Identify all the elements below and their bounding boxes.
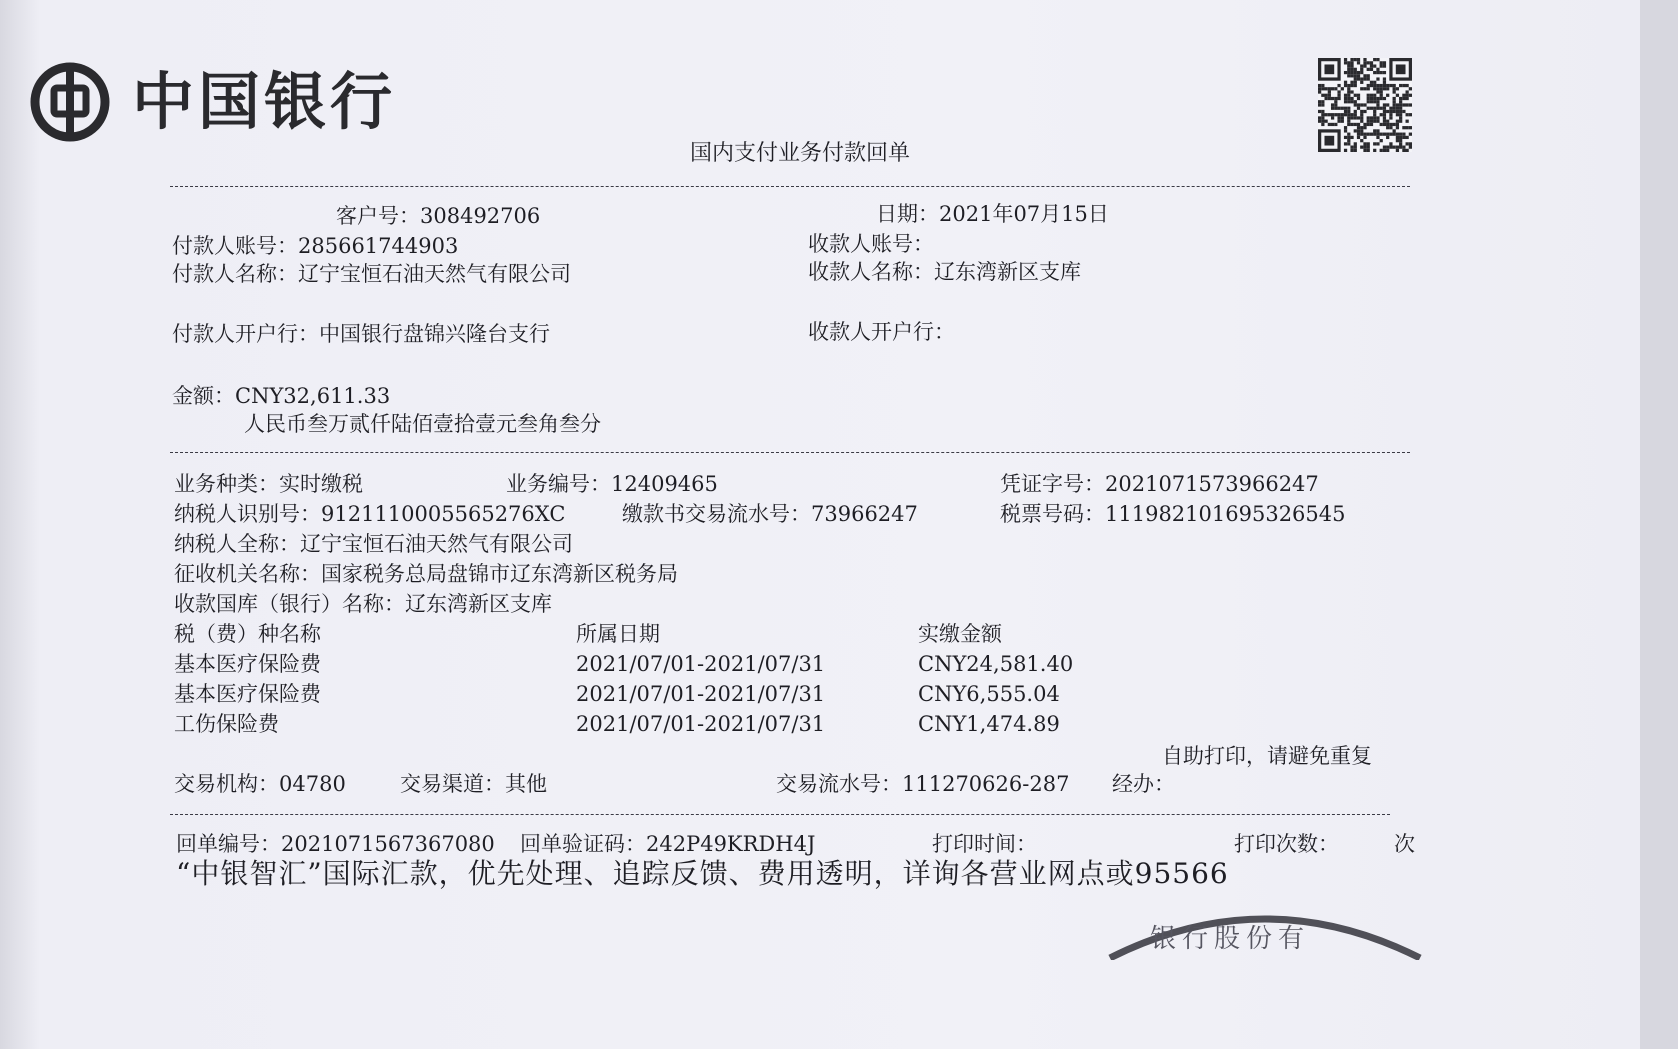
tax-row-name: 工伤保险费 — [174, 712, 279, 736]
amount-words: 人民币叁万贰仟陆佰壹拾壹元叁角叁分 — [244, 412, 601, 436]
self-print-note: 自助打印，请避免重复 — [1162, 744, 1372, 768]
transaction-org: 交易机构：04780 — [174, 772, 346, 796]
print-count-unit: 次 — [1394, 832, 1415, 856]
divider — [170, 452, 1410, 453]
tax-table-header-amount: 实缴金额 — [918, 622, 1002, 646]
receipt-title: 国内支付业务付款回单 — [690, 141, 911, 166]
divider — [170, 814, 1390, 815]
tax-row-amount: CNY24,581.40 — [918, 652, 1074, 676]
business-number: 业务编号：12409465 — [506, 472, 718, 496]
payer-bank: 付款人开户行：中国银行盘锦兴隆台支行 — [172, 322, 550, 346]
scan-edge — [1640, 0, 1678, 1049]
payment-serial: 缴款书交易流水号：73966247 — [622, 502, 918, 526]
treasury-name: 收款国库（银行）名称：辽东湾新区支库 — [174, 592, 552, 616]
print-time: 打印时间： — [932, 832, 1037, 856]
qr-code-icon — [1318, 58, 1412, 152]
handler: 经办： — [1112, 772, 1175, 796]
receipt-number: 回单编号：2021071567367080 — [176, 832, 495, 856]
tax-row-period: 2021/07/01-2021/07/31 — [576, 652, 826, 676]
tax-authority: 征收机关名称：国家税务总局盘锦市辽东湾新区税务局 — [174, 562, 678, 586]
payee-account: 收款人账号： — [808, 232, 934, 256]
transaction-channel: 交易渠道：其他 — [400, 772, 547, 796]
payee-name: 收款人名称：辽东湾新区支库 — [808, 260, 1081, 284]
tax-row-period: 2021/07/01-2021/07/31 — [576, 712, 826, 736]
boc-logo-text: 中国银行 — [132, 65, 397, 138]
tax-row-name: 基本医疗保险费 — [174, 682, 321, 706]
voucher-no: 凭证字号：2021071573966247 — [1000, 472, 1319, 496]
tax-row-name: 基本医疗保险费 — [174, 652, 321, 676]
tax-ticket-no: 税票号码：111982101695326545 — [1000, 502, 1346, 526]
divider — [170, 186, 1410, 187]
boc-logo-icon — [30, 62, 110, 142]
customer-no: 客户号：308492706 — [336, 204, 541, 228]
payer-account: 付款人账号：285661744903 — [172, 234, 459, 258]
receipt-verify-code: 回单验证码：242P49KRDH4J — [520, 832, 816, 856]
taxpayer-name: 纳税人全称：辽宁宝恒石油天然气有限公司 — [174, 532, 573, 556]
seal-text: 银行股份有 — [1150, 924, 1311, 954]
amount-numeric: 金额：CNY32,611.33 — [172, 384, 391, 408]
tax-row-amount: CNY6,555.04 — [918, 682, 1060, 706]
tax-row-amount: CNY1,474.89 — [918, 712, 1060, 736]
taxpayer-id: 纳税人识别号：9121110005565276XC — [174, 502, 566, 526]
transaction-serial: 交易流水号：111270626-287 — [776, 772, 1070, 796]
print-count: 打印次数： — [1234, 832, 1339, 856]
business-type: 业务种类：实时缴税 — [174, 472, 363, 496]
payee-bank: 收款人开户行： — [808, 320, 955, 344]
tax-table-header-period: 所属日期 — [576, 622, 660, 646]
footer-advertisement: “中银智汇”国际汇款，优先处理、追踪反馈、费用透明，详询各营业网点或95566 — [176, 857, 1229, 890]
tax-row-period: 2021/07/01-2021/07/31 — [576, 682, 826, 706]
payer-name: 付款人名称：辽宁宝恒石油天然气有限公司 — [172, 262, 571, 286]
tax-table-header-name: 税（费）种名称 — [174, 622, 321, 646]
date: 日期：2021年07月15日 — [876, 202, 1109, 226]
